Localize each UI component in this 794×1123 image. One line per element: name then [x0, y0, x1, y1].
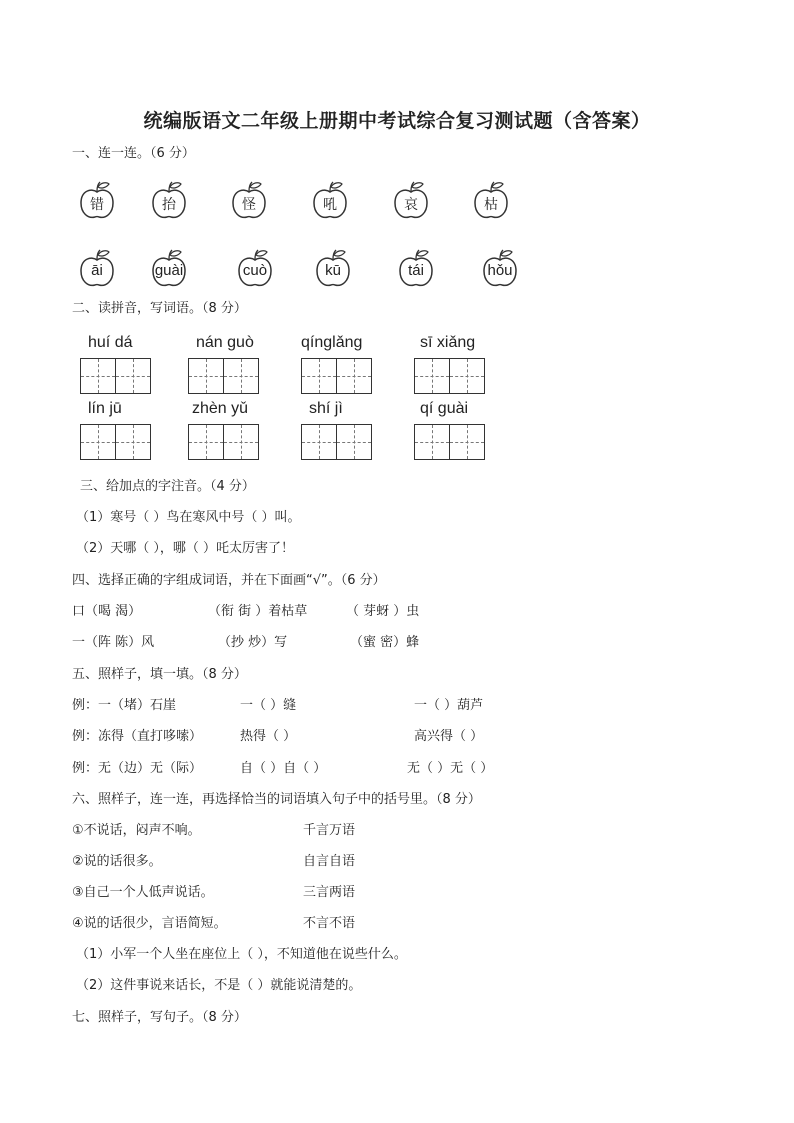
s5-r1-c3: 一（ ）葫芦: [414, 698, 484, 713]
writing-cell[interactable]: [188, 358, 224, 394]
pinyin-label: huí dá: [88, 334, 133, 351]
pinyin-apple: [314, 248, 352, 288]
s6-left-4: ④说的话很少，言语简短。: [72, 916, 227, 931]
tian-grid: [80, 358, 150, 394]
s3-line-2: （2）天哪（ ），哪（ ）吒太厉害了！: [76, 541, 295, 556]
pinyin-label: sī xiǎng: [420, 334, 476, 351]
char-text: 抬: [162, 197, 176, 213]
pinyin-apple: [397, 248, 435, 288]
char-text: 枯: [484, 197, 498, 213]
s6-left-3: ③自己一个人低声说话。: [72, 885, 214, 900]
section-2-heading: 二、读拼音，写词语。（8 分）: [72, 301, 247, 316]
pinyin-label: zhèn yǔ: [192, 400, 249, 417]
pinyin-label: shí jì: [309, 400, 343, 417]
s3-line-1: （1）寒号（ ）鸟在寒风中号（ ）叫。: [76, 510, 301, 525]
page-title: 统编版语文二年级上册期中考试综合复习测试题（含答案）: [143, 110, 651, 132]
writing-cell[interactable]: [115, 424, 151, 460]
pinyin-label: nán guò: [196, 334, 254, 351]
pinyin-text: hǒu: [487, 262, 513, 279]
s4-r1-c3: （ 芽蚜 ）虫: [346, 604, 420, 619]
s4-r1-c2: （衔 街 ）着枯草: [208, 604, 308, 619]
s5-r2-c3: 高兴得（ ）: [414, 729, 484, 744]
char-apple: [150, 180, 188, 220]
s5-r2-c2: 热得（ ）: [240, 729, 297, 744]
s6-left-2: ②说的话很多。: [72, 854, 162, 869]
s6-sentence-1: （1）小军一个人坐在座位上（ ），不知道他在说些什么。: [76, 947, 407, 962]
pinyin-apple: [78, 248, 116, 288]
writing-cell[interactable]: [336, 358, 372, 394]
s5-r3-c2: 自（ ）自（ ）: [240, 761, 327, 776]
tian-grid: [301, 358, 371, 394]
pinyin-text: tái: [408, 262, 424, 279]
pinyin-apple: [150, 248, 188, 288]
s4-r2-c2: （抄 炒）写: [218, 635, 288, 650]
s5-r3-c1: 例：无（边）无（际）: [72, 761, 203, 776]
writing-cell[interactable]: [301, 424, 337, 460]
char-apple: [392, 180, 430, 220]
section-5-heading: 五、照样子，填一填。（8 分）: [72, 667, 247, 682]
tian-grid: [414, 358, 484, 394]
writing-cell[interactable]: [336, 424, 372, 460]
writing-cell[interactable]: [301, 358, 337, 394]
char-apple: [311, 180, 349, 220]
section-1-heading: 一、连一连。（6 分）: [72, 146, 195, 161]
tian-grid: [301, 424, 371, 460]
pinyin-label: qí guài: [420, 400, 469, 417]
pinyin-text: cuò: [242, 262, 268, 279]
pinyin-text: guài: [154, 262, 184, 279]
writing-cell[interactable]: [223, 358, 259, 394]
section-3-heading: 三、给加点的字注音。（4 分）: [80, 479, 255, 494]
char-apple: [78, 180, 116, 220]
pinyin-apple: [481, 248, 519, 288]
s4-r2-c3: （蜜 密）蜂: [350, 635, 420, 650]
s5-r1-c1: 例：一（堵）石崖: [72, 698, 177, 713]
pinyin-label: qínglǎng: [301, 334, 363, 351]
tian-grid: [414, 424, 484, 460]
s6-sentence-2: （2）这件事说来话长，不是（ ）就能说清楚的。: [76, 978, 362, 993]
s5-r1-c2: 一（ ）缝: [240, 698, 297, 713]
pinyin-apple: [236, 248, 274, 288]
char-apple: [472, 180, 510, 220]
s6-right-3: 三言两语: [303, 885, 356, 900]
tian-grid: [188, 358, 258, 394]
char-apple: [230, 180, 268, 220]
writing-cell[interactable]: [414, 358, 450, 394]
writing-cell[interactable]: [188, 424, 224, 460]
s6-right-4: 不言不语: [303, 916, 356, 931]
pinyin-text: kū: [325, 262, 341, 279]
writing-cell[interactable]: [80, 358, 116, 394]
s5-r3-c3: 无（ ）无（ ）: [407, 761, 494, 776]
writing-cell[interactable]: [449, 424, 485, 460]
s6-right-2: 自言自语: [303, 854, 356, 869]
section-7-heading: 七、照样子，写句子。（8 分）: [72, 1010, 247, 1025]
char-text: 吼: [323, 197, 337, 213]
char-text: 哀: [404, 197, 418, 213]
s4-r2-c1: 一（阵 陈）风: [72, 635, 155, 650]
pinyin-label: lín jū: [88, 400, 122, 417]
pinyin-text: āi: [91, 262, 103, 279]
s6-left-1: ①不说话，闷声不响。: [72, 823, 201, 838]
section-6-heading: 六、照样子，连一连，再选择恰当的词语填入句子中的括号里。（8 分）: [72, 792, 481, 807]
section-4-heading: 四、选择正确的字组成词语，并在下面画“√”。（6 分）: [72, 573, 386, 588]
writing-cell[interactable]: [223, 424, 259, 460]
tian-grid: [80, 424, 150, 460]
writing-cell[interactable]: [449, 358, 485, 394]
s6-right-1: 千言万语: [303, 823, 356, 838]
writing-cell[interactable]: [414, 424, 450, 460]
writing-cell[interactable]: [115, 358, 151, 394]
char-text: 错: [90, 197, 104, 213]
writing-cell[interactable]: [80, 424, 116, 460]
s5-r2-c1: 例：冻得（直打哆嗦）: [72, 729, 203, 744]
char-text: 怪: [242, 197, 256, 213]
s4-r1-c1: 口（喝 渴）: [72, 604, 142, 619]
tian-grid: [188, 424, 258, 460]
